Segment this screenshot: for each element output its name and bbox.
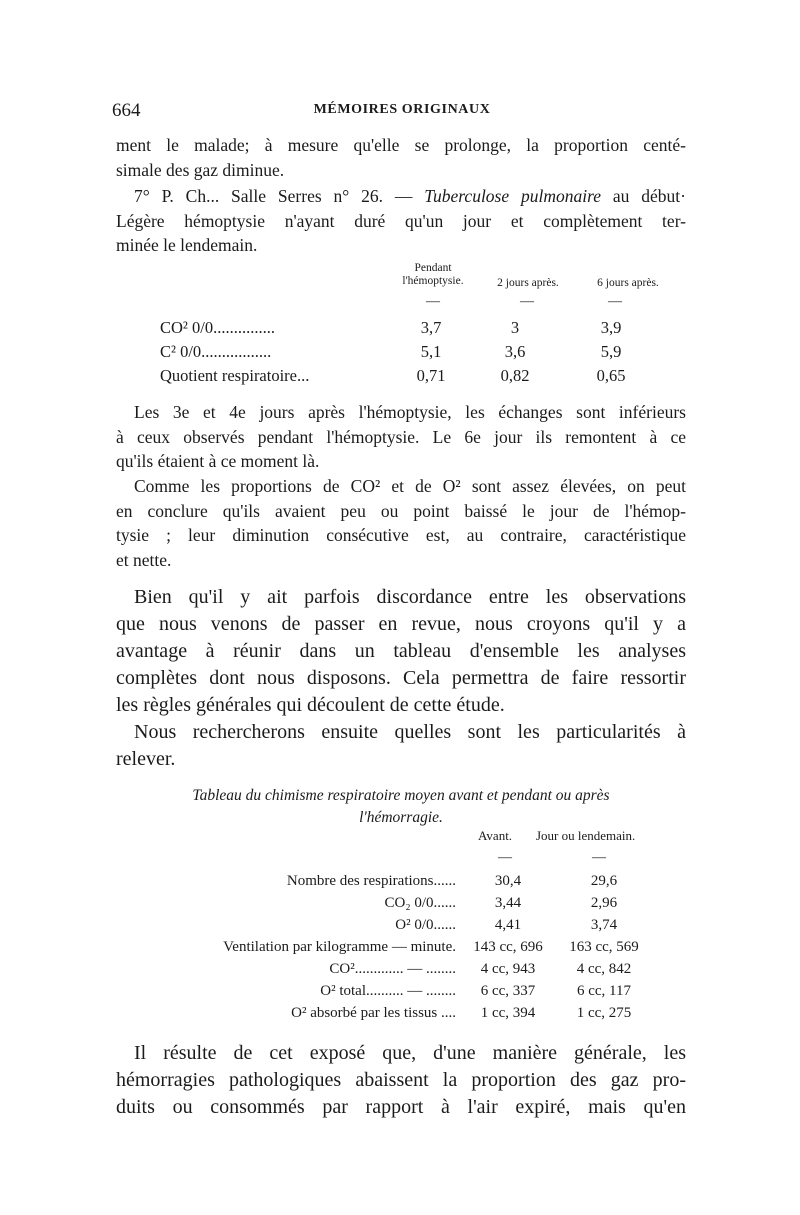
text-line: hémorragies pathologiques abaissent la proportion des gaz pro- [116, 1069, 686, 1091]
cell-value: 0,65 [596, 366, 626, 385]
cell-value: 3,74 [590, 917, 618, 933]
cell-value: 3 [510, 318, 520, 337]
cell-value: 5,9 [600, 342, 622, 361]
text-line: minée le lendemain. [116, 235, 258, 255]
cell-value: 0,71 [416, 366, 446, 385]
column-dash: — [520, 294, 534, 309]
row-label: C² 0/0................. [160, 342, 272, 361]
text-line: les règles générales qui découlent de cette étude. [116, 694, 505, 716]
text-line: relever. [116, 748, 176, 770]
cell-value: 0,82 [500, 366, 530, 385]
running-title: MÉMOIRES ORIGINAUX [313, 102, 491, 117]
diagnosis-italic: Tuberculose pulmonaire [424, 186, 602, 206]
cell-value: 30,4 [494, 873, 522, 889]
table-row [160, 318, 680, 342]
observation-title-line [116, 184, 686, 209]
cell-value: 3,6 [504, 342, 526, 361]
cell-value: 4 cc, 842 [576, 961, 632, 977]
row-label: O² total.......... — ........ [320, 983, 456, 999]
text-line: et nette. [116, 549, 172, 570]
cell-value: 2,96 [590, 895, 618, 911]
table-row [160, 342, 680, 366]
paragraph-observation-7 [116, 184, 686, 258]
text-line: Légère hémoptysie n'ayant duré qu'un jour et complètement ter- [116, 210, 686, 231]
cell-value: 6 cc, 337 [480, 983, 536, 999]
page-number: 664 [112, 100, 141, 121]
text-line: tysie ; leur diminution consécutive est, au contraire, caractéristique [116, 525, 686, 545]
column-header-pendant: Pendant l'hémoptysie. [402, 262, 464, 287]
paragraph-7 [116, 1040, 686, 1121]
text-line: ment le malade; à mesure qu'elle se prolonge, la proportion centé- [116, 135, 686, 155]
row-label: CO²............. — ........ [329, 961, 456, 977]
paragraph-3 [116, 400, 686, 474]
column-dash: — [426, 294, 440, 309]
cell-value: 4 cc, 943 [480, 961, 536, 977]
text-line: Comme les proportions de CO² et de O² sont assez élevées, on peut [134, 476, 686, 496]
cell-value: 5,1 [420, 342, 442, 361]
text-line: complètes dont nous disposons. Cela permettra de faire ressortir [116, 667, 686, 689]
cell-value: 1 cc, 394 [480, 1005, 536, 1021]
table-row [130, 1005, 690, 1027]
table-row [130, 983, 690, 1005]
text-line: duits ou consommés par rapport à l'air expiré, mais qu'en [116, 1096, 686, 1118]
caption-line: Tableau du chimisme respiratoire moyen avant et pendant ou après [192, 787, 610, 804]
text-line: Il résulte de cet exposé que, d'une manière générale, les [134, 1042, 686, 1064]
cell-value: 1 cc, 275 [576, 1005, 632, 1021]
paragraph-4 [116, 474, 686, 572]
column-header-6-jours: 6 jours après. [597, 277, 659, 289]
text-line: que nous venons de passer en revue, nous croyons qu'il y a [116, 613, 686, 635]
table-row [130, 895, 690, 917]
cell-value: 163 cc, 569 [569, 939, 639, 955]
column-dash: — [608, 294, 622, 309]
text-line: avantage à réunir dans un tableau d'ensemble les analyses [116, 640, 686, 662]
cell-value: 143 cc, 696 [473, 939, 543, 955]
caption-line: l'hémorragie. [359, 809, 443, 826]
column-header-jour: Jour ou lendemain. [536, 828, 636, 843]
text-line: simale des gaz diminue. [116, 159, 285, 180]
column-dash: — [498, 850, 512, 865]
row-label: O² absorbé par les tissus .... [291, 1005, 456, 1021]
paragraph-6 [116, 719, 686, 773]
table-caption [116, 785, 686, 829]
cell-value: 3,44 [494, 895, 522, 911]
row-label: O² 0/0...... [395, 917, 456, 933]
paragraph-5 [116, 584, 686, 719]
table-row [130, 961, 690, 983]
row-label: Nombre des respirations...... [286, 873, 456, 889]
table-row [130, 873, 690, 895]
paragraph-1 [116, 133, 686, 182]
row-label: CO₂ 0/0...... [384, 895, 456, 911]
row-label: CO² 0/0............... [160, 318, 275, 337]
text-line: Nous rechercherons ensuite quelles sont les particularités à [134, 721, 686, 743]
table-row [130, 917, 690, 939]
cell-value: 3,7 [420, 318, 442, 337]
observation-suffix: au début· [601, 186, 686, 206]
row-label: Quotient respiratoire... [160, 366, 310, 385]
column-header-avant: Avant. [478, 828, 513, 843]
table-row [160, 366, 680, 390]
text-line: qu'ils étaient à ce moment là. [116, 451, 320, 471]
text-line: Bien qu'il y ait parfois discordance entre les observations [134, 586, 686, 608]
cell-value: 4,41 [494, 917, 522, 933]
cell-value: 29,6 [590, 873, 618, 889]
column-header-2-jours: 2 jours après. [497, 277, 559, 289]
row-label: Ventilation par kilogramme — minute. [223, 939, 456, 955]
cell-value: 6 cc, 117 [576, 983, 631, 999]
table-row [130, 939, 690, 961]
observation-prefix: 7° P. Ch... Salle Serres n° 26. — [134, 186, 425, 206]
text-line: en conclure qu'ils avaient peu ou point baissé le jour de l'hémop- [116, 500, 686, 521]
text-line: à ceux observés pendant l'hémoptysie. Le 6e jour ils remontent à ce [116, 426, 686, 447]
column-dash: — [592, 850, 606, 865]
page-header [112, 100, 692, 124]
text-line: Les 3e et 4e jours après l'hémoptysie, les échanges sont inférieurs [134, 402, 686, 422]
cell-value: 3,9 [600, 318, 622, 337]
